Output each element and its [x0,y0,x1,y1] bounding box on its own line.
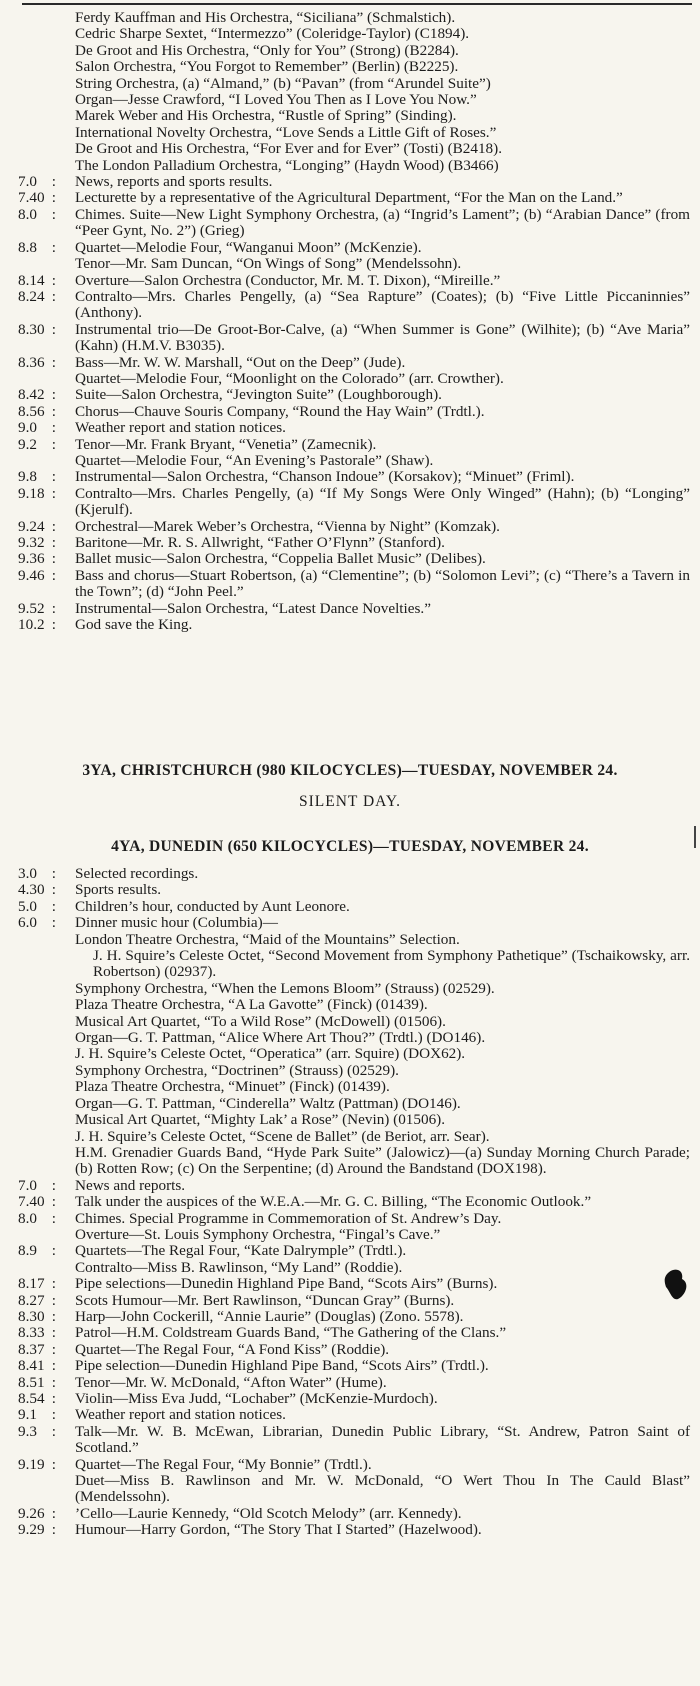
top-rule [22,3,692,5]
programme-item [18,899,690,915]
programme-item [18,174,690,190]
time-cell-empty [18,981,75,997]
time-cell: 3.0 : [18,865,57,882]
programme-text: Organ—Jesse Crawford, “I Loved You Then as I Love You Now.” [75,91,477,109]
time-cell: 7.0 : [18,173,57,191]
programme-item [18,437,690,453]
programme-time: 6.0 [18,914,37,932]
programme-item [18,1194,690,1210]
programme-item [18,158,690,174]
programme-text: Dinner music hour (Columbia)— [75,914,278,932]
programme-text: Quartet—The Regal Four, “My Bonnie” (Trdtl.). [75,1455,372,1473]
time-cell: 8.9 : [18,1242,57,1260]
programme-item [18,207,690,240]
time-cell: 9.36 : [18,550,57,568]
time-cell-empty [18,371,75,387]
programme-time: 8.27 [18,1291,45,1309]
programme-text: Baritone—Mr. R. S. Allwright, “Father O’Flynn” (Stanford). [75,534,445,551]
programme-item [18,1358,690,1374]
time-cell: 9.0 : [18,419,57,437]
time-cell: 9.24 : [18,517,57,535]
programme-text: Bass—Mr. W. W. Marshall, “Out on the Deep” (Jude). [75,353,406,371]
time-cell-empty [18,158,75,174]
programme-item [18,387,690,403]
programme-text: News, reports and sports results. [75,173,273,191]
programme-time: 8.9 [18,1242,37,1260]
programme-text: J. H. Squire’s Celeste Octet, “Operatica” (arr. Squire) (DOX62). [75,1045,466,1063]
programme-time: 8.30 [18,320,45,338]
time-cell: 8.14 : [18,271,57,289]
time-cell-empty [18,59,75,75]
time-cell-empty [18,1030,75,1046]
programme-text: Pipe selections—Dunedin Highland Pipe Band, “Scots Airs” (Burns). [75,1275,498,1293]
programme-item [18,1079,690,1095]
programme-time: 8.51 [18,1373,45,1391]
programme-text: Quartet—Melodie Four, “Wanganui Moon” (McKenzie). [75,238,422,256]
programme-time: 9.26 [18,1504,45,1522]
programme-item [18,997,690,1013]
time-cell-empty [18,1129,75,1145]
programme-text: Musical Art Quartet, “To a Wild Rose” (McDowell) (01506). [75,1012,446,1030]
programme-item [18,1342,690,1358]
programme-item [18,10,690,26]
time-cell: 10.2 : [18,616,57,634]
programme-text: Overture—St. Louis Symphony Orchestra, “Fingal’s Cave.” [75,1225,441,1243]
programme-item [18,1457,690,1473]
programme-text: Harp—John Cockerill, “Annie Laurie” (Douglas) (Zono. 5578). [75,1307,464,1325]
programme-text: De Groot and His Orchestra, “Only for You” (Strong) (B2284). [75,41,459,59]
programme-time: 8.17 [18,1275,45,1293]
time-cell-empty [18,1260,75,1276]
programme-item [18,601,690,617]
time-cell: 7.40 : [18,189,57,207]
silent-day-notice: SILENT DAY. [298,793,401,810]
time-cell: 6.0 : [18,914,57,932]
programme-item [18,1096,690,1112]
programme-text: Violin—Miss Eva Judd, “Lochaber” (McKenzie-Murdoch). [75,1390,438,1407]
time-cell: 8.0 : [18,1209,57,1227]
programme-time: 8.30 [18,1307,45,1325]
programme-text: God save the King. [75,616,193,634]
programme-item [18,1407,690,1423]
time-cell-empty [18,997,75,1013]
time-cell: 8.42 : [18,386,57,404]
programme-text: J. H. Squire’s Celeste Octet, “Scene de Ballet” (de Beriot, arr. Sear). [75,1127,490,1145]
programme-item [18,26,690,42]
programme-time: 8.33 [18,1324,45,1342]
programme-item [18,76,690,92]
programme-item [18,1014,690,1030]
programme-item [18,1030,690,1046]
programme-time: 9.1 [18,1406,37,1424]
programme-item [18,1424,690,1457]
time-cell: 8.17 : [18,1275,57,1293]
programme-item [18,882,690,898]
programme-item [18,1473,690,1506]
time-cell: 8.54 : [18,1390,57,1407]
time-cell-empty [18,10,75,26]
programme-item [18,1046,690,1062]
programme-time: 9.52 [18,599,45,617]
programme-item [18,92,690,108]
programme-text: Quartet—Melodie Four, “An Evening’s Pastorale” (Shaw). [75,451,434,469]
programme-text: Ballet music—Salon Orchestra, “Coppelia Ballet Music” (Delibes). [75,550,486,568]
programme-item [18,59,690,75]
programme-item [18,240,690,256]
programme-time: 8.0 [18,1209,37,1227]
programme-item [18,1293,690,1309]
time-cell-empty [18,125,75,141]
programme-text: Suite—Salon Orchestra, “Jevington Suite” (Loughborough). [75,386,442,404]
programme-time: 8.14 [18,271,45,289]
time-cell-empty [18,108,75,124]
programme-text: Talk—Mr. W. B. McEwan, Librarian, Dunedin Public Library, “St. Andrew, Patron Saint of Scotland.” [75,1422,690,1457]
time-cell: 8.56 : [18,402,57,420]
programme-text: Bass and chorus—Stuart Robertson, (a) “Clementine”; (b) “Solomon Levi”; (c) “There’s a Tavern in the Town”; (d) “John Peel.” [75,566,690,601]
programme-item [18,371,690,387]
programme-text: Chorus—Chauve Souris Company, “Round the Hay Wain” (Trdtl.). [75,402,485,420]
programme-text: Instrumental—Salon Orchestra, “Latest Dance Novelties.” [75,599,431,617]
programme-text: Salon Orchestra, “You Forgot to Remember” (Berlin) (B2225). [75,58,459,76]
time-cell: 8.24 : [18,287,57,305]
programme-item [18,1276,690,1292]
programme-item [18,404,690,420]
time-cell: 8.27 : [18,1291,57,1309]
programme-time: 4.30 [18,881,45,899]
programme-time: 10.2 [18,616,45,634]
programme-item [18,1178,690,1194]
time-cell: 8.30 : [18,1307,57,1325]
time-cell: 8.33 : [18,1324,57,1342]
programme-text: String Orchestra, (a) “Almand,” (b) “Pavan” (from “Arundel Suite”) [75,74,491,92]
programme-time: 8.36 [18,353,45,371]
programme-text: De Groot and His Orchestra, “For Ever and for Ever” (Tosti) (B2418). [75,140,503,158]
programme-item [18,551,690,567]
programme-text: Tenor—Mr. W. McDonald, “Afton Water” (Hume). [75,1373,387,1391]
programme-item [18,108,690,124]
programme-item [18,981,690,997]
programme-item [18,568,690,601]
programme-item [18,1211,690,1227]
programme-item [18,289,690,322]
programme-item [18,1129,690,1145]
time-cell-empty [18,1112,75,1128]
time-cell-empty [18,141,75,157]
programme-time: 5.0 [18,897,37,915]
time-cell: 8.51 : [18,1373,57,1391]
programme-time: 3.0 [18,865,37,882]
programme-text: H.M. Grenadier Guards Band, “Hyde Park Suite” (Jalowicz)—(a) Sunday Morning Church Parade; (b) Rotten Row; (c) On the Serpentine; (d) Around the Bandstand (DOX198). [75,1143,690,1178]
programme-item [18,1227,690,1243]
programme-item [18,1112,690,1128]
programme-time: 8.24 [18,287,45,305]
programme-time: 9.8 [18,468,37,486]
time-cell: 9.19 : [18,1455,57,1473]
programme-item [18,1063,690,1079]
programme-time: 7.40 [18,189,45,207]
heading-4ya: 4YA, DUNEDIN (650 KILOCYCLES)—TUESDAY, NOVEMBER 24. [111,838,589,855]
programme-time: 8.37 [18,1340,45,1358]
programme-time: 9.19 [18,1455,45,1473]
programme-text: Plaza Theatre Orchestra, “Minuet” (Finck) (01439). [75,1078,390,1096]
time-cell: 9.46 : [18,566,57,584]
programme-text: Symphony Orchestra, “Doctrinen” (Strauss) (02529). [75,1061,399,1079]
time-cell-empty [18,256,75,272]
time-cell: 9.26 : [18,1504,57,1522]
programme-text: ’Cello—Laurie Kennedy, “Old Scotch Melody” (arr. Kennedy). [75,1504,462,1522]
programme-time: 9.32 [18,534,45,551]
time-cell-empty [18,76,75,92]
time-cell-empty [18,1145,75,1178]
programme-time: 8.42 [18,386,45,404]
time-cell-empty [18,1063,75,1079]
programme-text: Patrol—H.M. Coldstream Guards Band, “The Gathering of the Clans.” [75,1324,507,1342]
margin-mark [694,826,696,848]
programme-text: International Novelty Orchestra, “Love Sends a Little Gift of Roses.” [75,123,497,141]
programme-item [18,125,690,141]
programme-text: Chimes. Suite—New Light Symphony Orchestra, (a) “Ingrid’s Lament”; (b) “Arabian Dance” (from “Peer Gynt, No. 2”) (Grieg) [75,205,690,240]
programme-item [18,1145,690,1178]
programme-item [18,617,690,633]
time-cell: 9.3 : [18,1422,57,1440]
time-cell-empty [18,92,75,108]
programme-item [18,1309,690,1325]
time-cell: 9.2 : [18,435,57,453]
programme-text: Organ—G. T. Pattman, “Alice Where Art Thou?” (Trdtl.) (DO146). [75,1029,486,1047]
time-cell: 5.0 : [18,897,57,915]
programme-text: Overture—Salon Orchestra (Conductor, Mr. M. T. Dixon), “Mireille.” [75,271,501,289]
programme-time: 8.41 [18,1357,45,1375]
time-cell-empty [18,43,75,59]
programme-item [18,1522,690,1538]
programme-text: Weather report and station notices. [75,419,286,437]
programme-text: Contralto—Miss B. Rawlinson, “My Land” (Roddie). [75,1258,403,1276]
programme-text: Quartet—The Regal Four, “A Fond Kiss” (Roddie). [75,1340,390,1358]
programme-text: Musical Art Quartet, “Mighty Lak’ a Rose” (Nevin) (01506). [75,1111,446,1129]
time-cell: 8.36 : [18,353,57,371]
programme-time: 7.0 [18,173,37,191]
time-cell-empty [18,1227,75,1243]
time-cell: 7.40 : [18,1193,57,1211]
time-cell-empty [18,1046,75,1062]
programme-time: 9.29 [18,1521,45,1539]
programme-section-2ya [18,10,690,633]
programme-time: 7.40 [18,1193,45,1211]
programme-text: Selected recordings. [75,865,199,882]
programme-item [18,1391,690,1407]
programme-text: The London Palladium Orchestra, “Longing” (Haydn Wood) (B3466) [75,156,499,174]
programme-text: Plaza Theatre Orchestra, “A La Gavotte” (Finck) (01439). [75,996,428,1014]
time-cell: 8.8 : [18,238,57,256]
programme-item [18,866,690,882]
programme-time: 9.2 [18,435,37,453]
programme-item [18,273,690,289]
programme-time: 9.0 [18,419,37,437]
programme-text: Pipe selection—Dunedin Highland Pipe Band, “Scots Airs” (Trdtl.). [75,1357,489,1375]
programme-text: Lecturette by a representative of the Agricultural Department, “For the Man on the Land.” [75,189,623,207]
programme-item [18,1243,690,1259]
heading-3ya: 3YA, CHRISTCHURCH (980 KILOCYCLES)—TUESDAY, NOVEMBER 24. [82,762,618,779]
time-cell: 8.41 : [18,1357,57,1375]
programme-text: News and reports. [75,1176,186,1194]
programme-text: J. H. Squire’s Celeste Octet, “Second Movement from Symphony Pathetique” (Tschaikowsky, arr. Robertson) (02937). [93,947,690,981]
programme-time: 8.0 [18,205,37,223]
programme-item [18,190,690,206]
time-cell: 4.30 : [18,881,57,899]
time-cell-empty [18,932,75,948]
programme-item [18,519,690,535]
programme-text: Cedric Sharpe Sextet, “Intermezzo” (Coleridge-Taylor) (C1894). [75,25,470,43]
time-cell: 9.29 : [18,1521,57,1539]
programme-text: Quartet—Melodie Four, “Moonlight on the Colorado” (arr. Crowther). [75,369,504,387]
time-cell-empty [18,26,75,42]
programme-text: Children’s hour, conducted by Aunt Leonore. [75,897,350,915]
programme-text: Tenor—Mr. Sam Duncan, “On Wings of Song” (Mendelssohn). [75,255,462,273]
programme-text: Quartets—The Regal Four, “Kate Dalrymple” (Trdtl.). [75,1242,407,1260]
programme-text: Humour—Harry Gordon, “The Story That I Started” (Hazelwood). [75,1521,482,1539]
programme-text: Duet—Miss B. Rawlinson and Mr. W. McDonald, “O Wert Thou In The Cauld Blast” (Mendelssohn). [75,1472,690,1506]
programme-item [18,1260,690,1276]
programme-item [18,932,690,948]
programme-item [18,469,690,485]
programme-item [18,256,690,272]
programme-text: Sports results. [75,881,162,899]
time-cell: 7.0 : [18,1176,57,1194]
programme-text: Chimes. Special Programme in Commemoration of St. Andrew’s Day. [75,1209,502,1227]
programme-time: 8.56 [18,402,45,420]
programme-item [18,453,690,469]
programme-time: 9.36 [18,550,45,568]
programme-time: 9.18 [18,484,45,502]
programme-item [18,420,690,436]
programme-time: 7.0 [18,1176,37,1194]
programme-text: Symphony Orchestra, “When the Lemons Bloom” (Strauss) (02529). [75,979,495,997]
time-cell-empty [18,1473,75,1506]
programme-text: Weather report and station notices. [75,1406,286,1424]
programme-text: Contralto—Mrs. Charles Pengelly, (a) “Sea Rapture” (Coates); (b) “Five Little Piccaninnies” (Anthony). [75,287,690,322]
time-cell-empty [18,1096,75,1112]
programme-text: Tenor—Mr. Frank Bryant, “Venetia” (Zamecnik). [75,435,377,453]
time-cell: 9.32 : [18,534,57,551]
programme-time: 8.8 [18,238,37,256]
time-cell: 8.30 : [18,320,57,338]
programme-text: Orchestral—Marek Weber’s Orchestra, “Vienna by Night” (Komzak). [75,517,500,535]
programme-time: 9.24 [18,517,45,535]
time-cell: 9.18 : [18,484,57,502]
programme-text: Instrumental trio—De Groot-Bor-Calve, (a) “When Summer is Gone” (Wilhite); (b) “Ave Maria” (Kahn) (H.M.V. B3035). [75,320,690,355]
programme-text: Contralto—Mrs. Charles Pengelly, (a) “If My Songs Were Only Winged” (Hahn); (b) “Longing” (Kjerulf). [75,484,690,519]
programme-time: 8.54 [18,1390,45,1407]
programme-item [18,1375,690,1391]
time-cell-empty [18,1014,75,1030]
programme-text: Marek Weber and His Orchestra, “Rustle of Spring” (Sinding). [75,107,457,125]
time-cell: 8.37 : [18,1340,57,1358]
time-cell-empty [18,453,75,469]
programme-section-4ya [18,866,690,1539]
programme-item [18,535,690,551]
programme-item [18,43,690,59]
programme-item [18,948,690,981]
programme-text: Scots Humour—Mr. Bert Rawlinson, “Duncan Gray” (Burns). [75,1291,455,1309]
ink-blot [662,1265,692,1305]
programme-item [18,1325,690,1341]
programme-time: 9.3 [18,1422,37,1440]
time-cell-empty [18,1079,75,1095]
programme-item [18,355,690,371]
time-cell: 9.1 : [18,1406,57,1424]
time-cell-empty [18,948,75,981]
time-cell: 8.0 : [18,205,57,223]
programme-text: London Theatre Orchestra, “Maid of the Mountains” Selection. [75,930,460,948]
time-cell: 9.52 : [18,599,57,617]
programme-item [18,486,690,519]
programme-item [18,141,690,157]
time-cell: 9.8 : [18,468,57,486]
programme-time: 9.46 [18,566,45,584]
programme-text: Organ—G. T. Pattman, “Cinderella” Waltz (Pattman) (DO146). [75,1094,461,1112]
programme-item [18,1506,690,1522]
programme-text: Talk under the auspices of the W.E.A.—Mr. G. C. Billing, “The Economic Outlook.” [75,1193,592,1211]
programme-text: Instrumental—Salon Orchestra, “Chanson Indoue” (Korsakov); “Minuet” (Friml). [75,468,575,486]
programme-item [18,915,690,931]
programme-item [18,322,690,355]
programme-text: Ferdy Kauffman and His Orchestra, “Siciliana” (Schmalstich). [75,9,456,26]
